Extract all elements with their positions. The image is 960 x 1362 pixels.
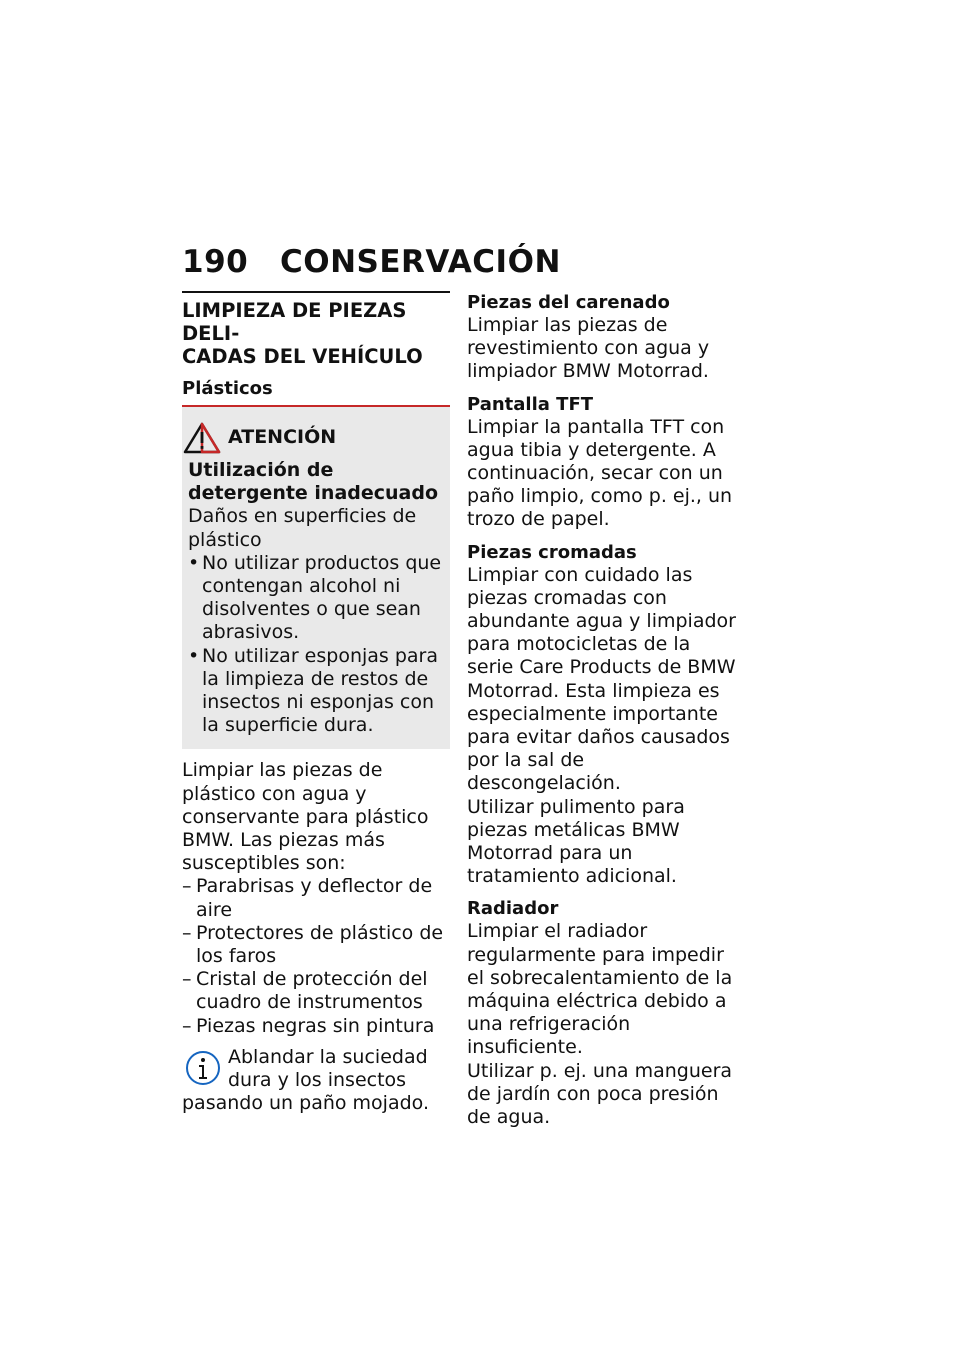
warning-box [182,407,450,749]
chapter-title: CONSERVACIÓN [280,244,561,280]
info-note [182,1046,450,1116]
warning-header [182,421,442,455]
section-text-2: Utilizar pulimento para piezas metálicas BMW Motorrad para un tratamiento adicional. [467,795,685,888]
warning-label: ATENCIÓN [228,426,337,449]
section-radiador [467,897,737,1129]
list-item: – Protectores de plástico de los faros [182,922,450,968]
warning-bullet: • No utilizar esponjas para la limpieza de restos de insectos ni esponjas con la superficie dura. [188,645,442,738]
section-heading: Piezas cromadas [467,541,637,563]
section-text: Limpiar con cuidado las piezas cromadas con abundante agua y limpiador para motocicletas de la serie Care Products de BMW Motorrad. Esta limpieza es especialmente importante para evitar daños causados por la sal de descongelación. [467,563,736,795]
section-tft [467,393,737,532]
warning-bullets [188,552,442,738]
page-number: 190 [182,244,249,280]
section-title [182,299,450,368]
warning-text: Daños en superficies de plástico [188,505,417,551]
section-text: Limpiar el radiador regularmente para impedir el sobrecalentamiento de la máquina eléctrica debido a una refrigeración insuficiente. [467,920,733,1059]
list-item: – Parabrisas y deflector de aire [182,875,450,921]
warning-triangle-icon [182,421,222,455]
right-column [467,291,737,1138]
section-heading: Piezas del carenado [467,292,670,313]
section-text-2: Utilizar p. ej. una manguera de jardín con poca presión de agua. [467,1059,733,1129]
warning-title: Utilización de detergente inadecuado [188,459,439,505]
section-heading: Pantalla TFT [467,393,594,415]
body-text: Limpiar las piezas de plástico con agua y conservante para plástico BMW. Las piezas más susceptibles son: [182,759,429,875]
section-text: Limpiar la pantalla TFT con agua tibia y detergente. A continuación, secar con un paño limpio, como p. ej., un trozo de papel. [467,415,733,531]
section-cromadas [467,541,737,889]
subsection-title: Plásticos [182,378,273,399]
section-heading: Radiador [467,898,559,920]
note-text: Ablandar la suciedad dura y los insectos pasando un paño mojado. [182,1045,429,1115]
list-item: – Piezas negras sin pintura [182,1015,450,1038]
section-text: Limpiar las piezas de revestimiento con agua y limpiador BMW Motorrad. [467,314,710,383]
info-icon [182,1048,222,1090]
section-carenado [467,291,737,384]
list-item: – Cristal de protección del cuadro de instrumentos [182,968,450,1014]
section-rule [182,291,450,293]
section-title-line-2: CADAS DEL VEHÍCULO [182,345,423,368]
parts-list [182,875,450,1037]
left-column [182,291,450,1115]
warning-bullet: • No utilizar productos que contengan alcohol ni disolventes o que sean abrasivos. [188,552,442,645]
section-title-line-1: LIMPIEZA DE PIEZAS DELI- [182,299,407,345]
page-header [182,244,561,280]
